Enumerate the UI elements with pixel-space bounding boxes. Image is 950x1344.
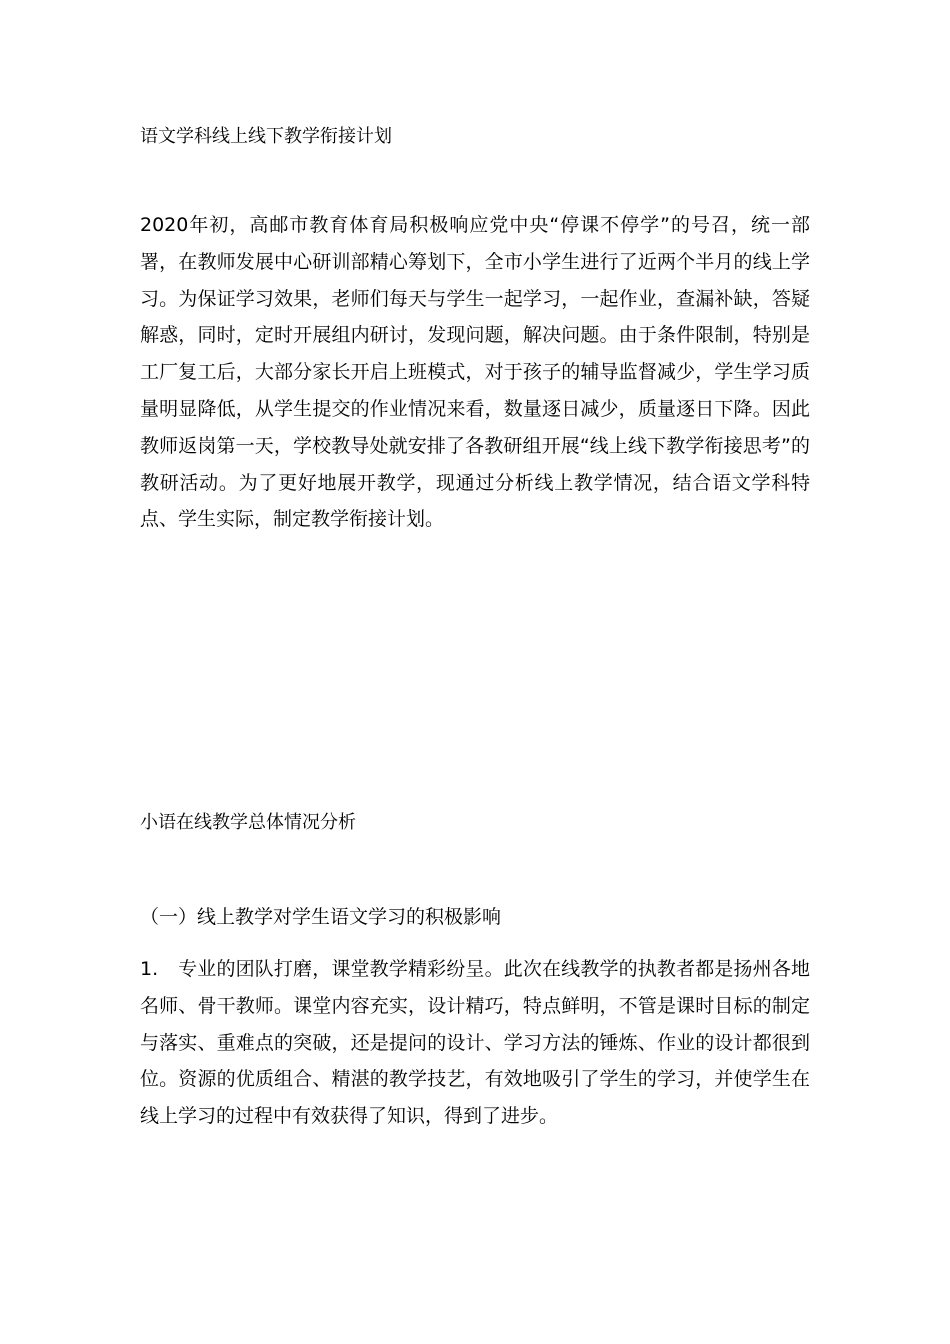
intro-paragraph: 2020年初，高邮市教育体育局积极响应党中央“停课不停学”的号召，统一部署，在教师发展中心研训部精心筹划下，全市小学生进行了近两个半月的线上学习。为保证学习效果，老师们每天与学生一起学习，一起作业，查漏补缺，答疑解惑，同时，定时开展组内研讨，发现问题，解决问题。由于条件限制，特别是工厂复工后，大部分家长开启上班模式，对于孩子的辅导监督减少，学生学习质量明显降低，从学生提交的作业情况来看，数量逐日减少，质量逐日下降。因此教师返岗第一天，学校教导处就安排了各教研组开展“线上线下教学衔接思考”的教研活动。为了更好地展开教学，现通过分析线上教学情况，结合语文学科特点、学生实际，制定教学衔接计划。 — [140, 214, 810, 531]
list-item — [140, 951, 810, 1135]
subsection-heading: （一）线上教学对学生语文学习的积极影响 — [140, 906, 502, 928]
section-heading: 小语在线教学总体情况分析 — [140, 812, 356, 833]
list-item-number: 1. — [140, 958, 159, 980]
document-title: 语文学科线上线下教学衔接计划 — [140, 126, 392, 147]
list-item-text: 专业的团队打磨，课堂教学精彩纷呈。此次在线教学的执教者都是扬州各地名师、骨干教师。课堂内容充实，设计精巧，特点鲜明，不管是课时目标的制定与落实、重难点的突破，还是提问的设计、学习方法的锤炼、作业的设计都很到位。资源的优质组合、精湛的教学技艺，有效地吸引了学生的学习，并使学生在线上学习的过程中有效获得了知识，得到了进步。 — [140, 958, 810, 1128]
